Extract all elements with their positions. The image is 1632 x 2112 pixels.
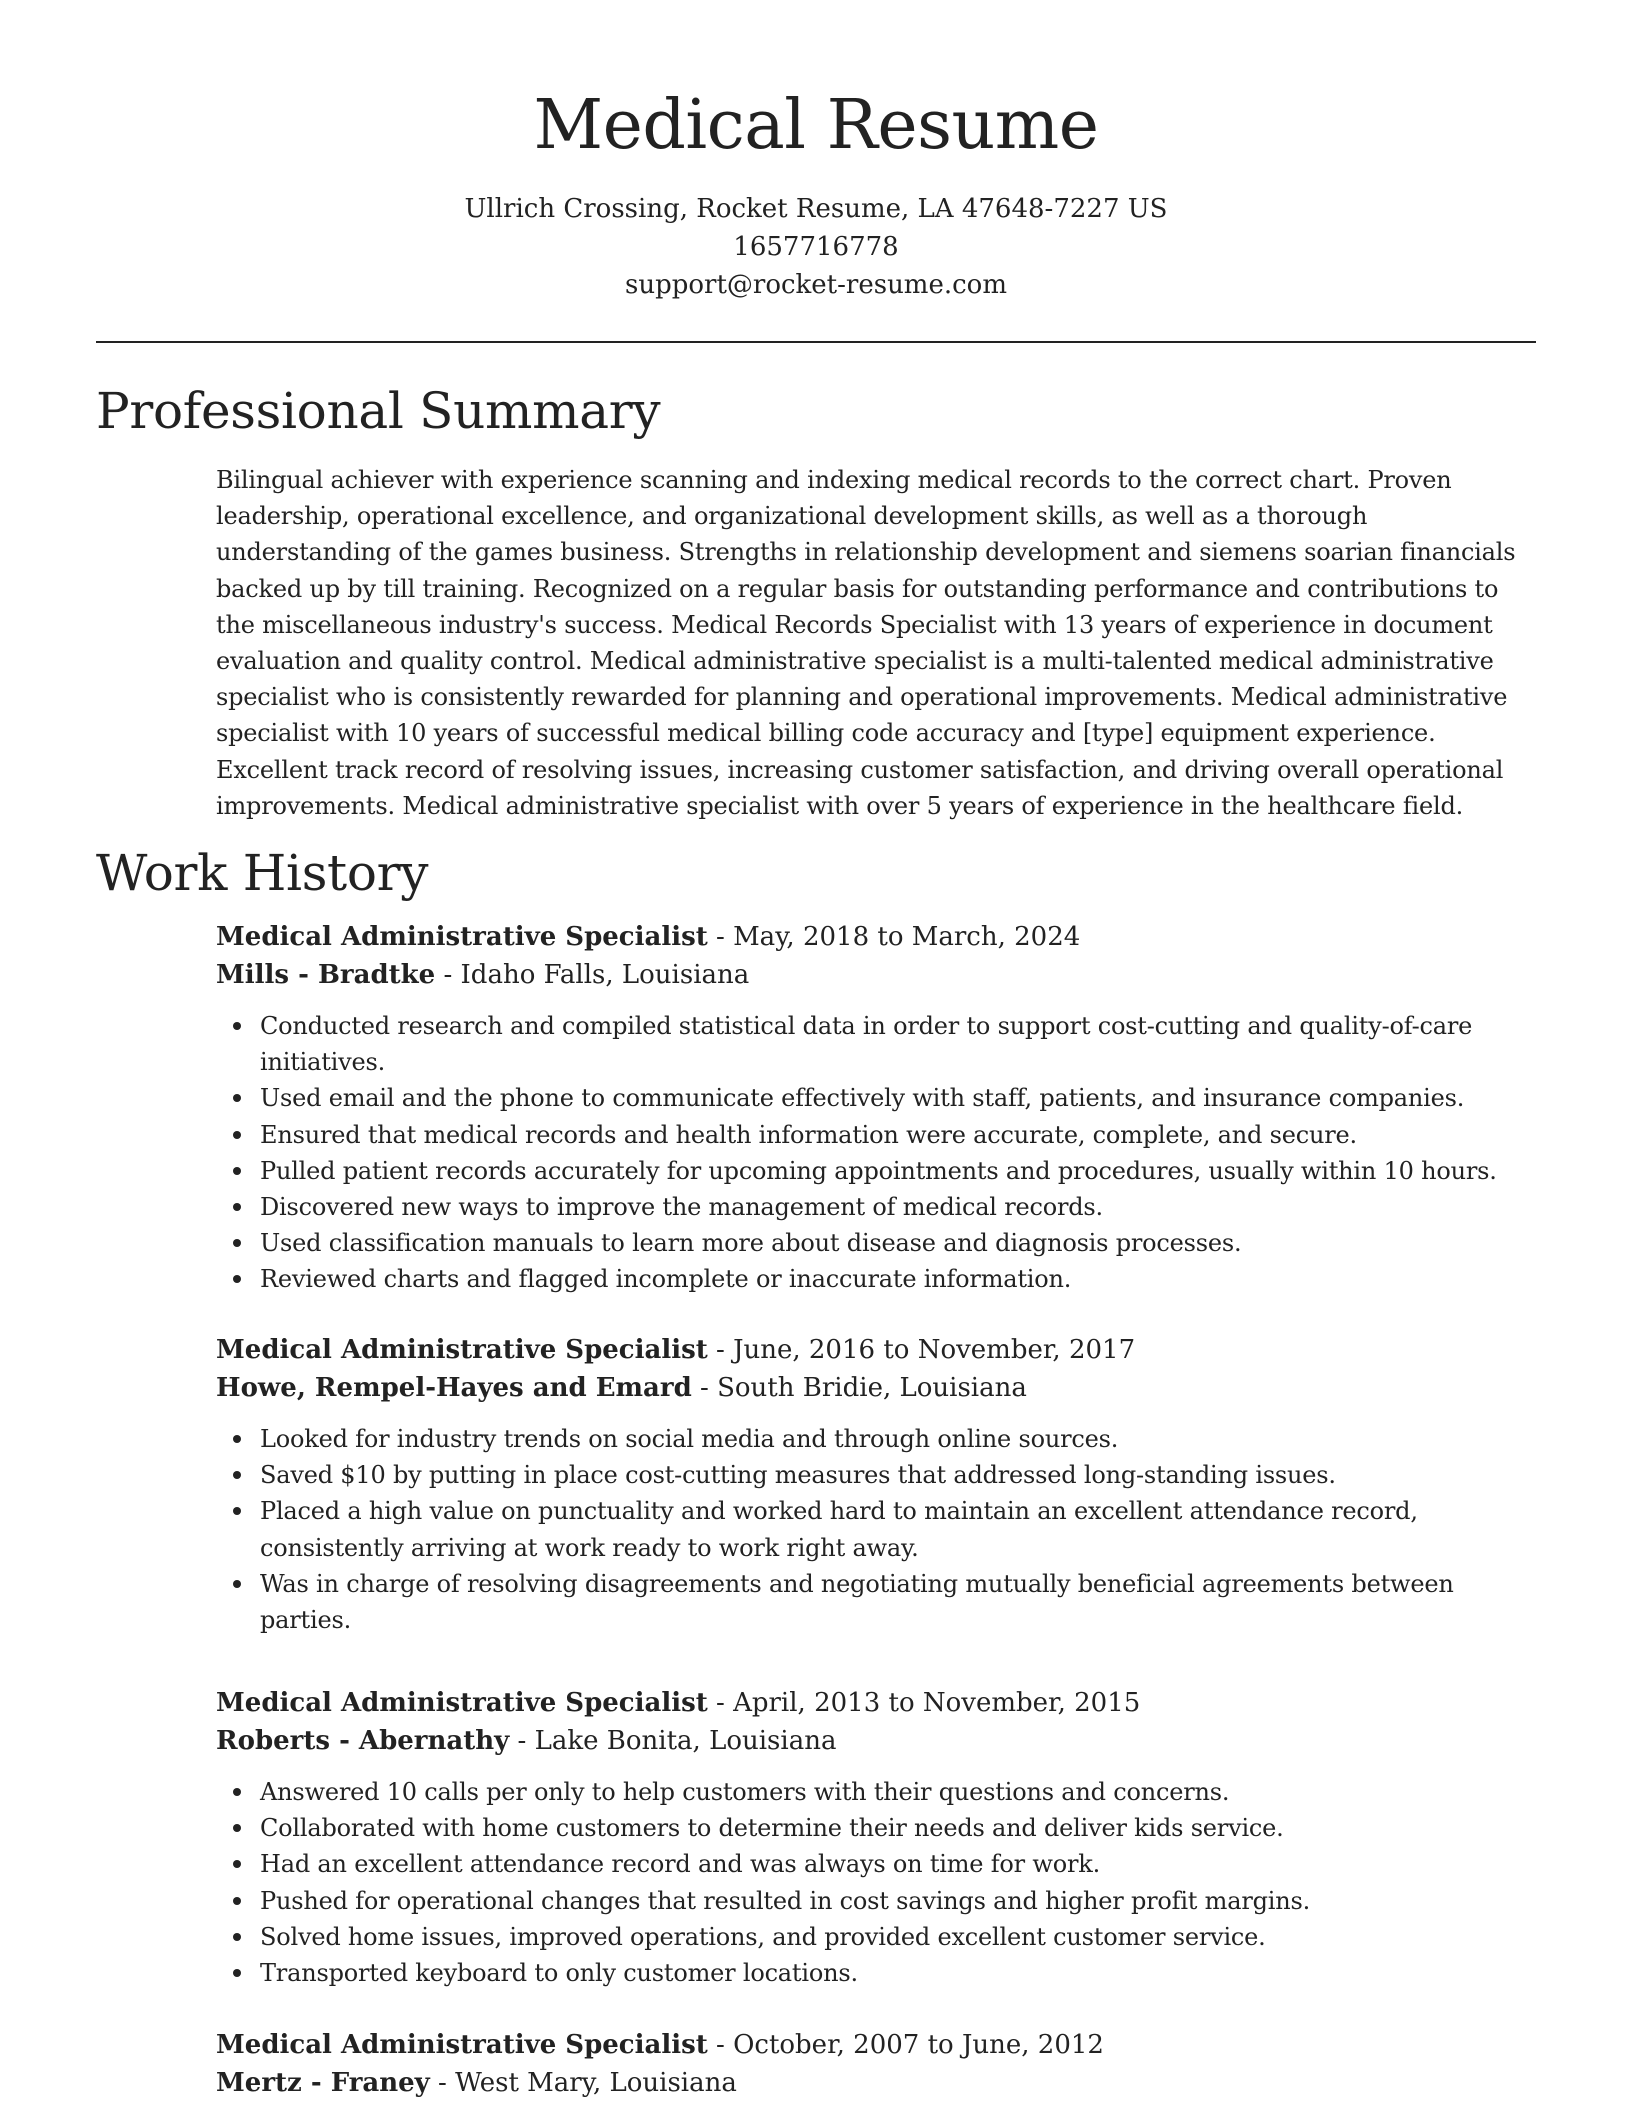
job-entry bbox=[216, 2026, 1536, 2102]
duty-list bbox=[216, 1421, 1536, 1638]
duty-item: Transported keyboard to only customer locations. bbox=[260, 1955, 1536, 1991]
job-company-line bbox=[216, 1369, 1536, 1407]
job-company-line bbox=[216, 956, 1536, 994]
work-history-heading: Work History bbox=[96, 844, 429, 902]
duty-list bbox=[216, 1774, 1536, 1991]
summary-heading: Professional Summary bbox=[96, 382, 661, 440]
duty-item: Looked for industry trends on social media and through online sources. bbox=[260, 1421, 1536, 1457]
job-company-line bbox=[216, 1722, 1536, 1760]
job-dates: - October, 2007 to June, 2012 bbox=[707, 2030, 1104, 2060]
duty-item: Used email and the phone to communicate effectively with staff, patients, and insurance companies. bbox=[260, 1080, 1536, 1116]
job-title: Medical Administrative Specialist bbox=[216, 922, 708, 952]
duty-item: Used classification manuals to learn more about disease and diagnosis processes. bbox=[260, 1225, 1536, 1261]
job-dates: - June, 2016 to November, 2017 bbox=[707, 1335, 1136, 1365]
resume-header bbox=[0, 0, 1632, 304]
duty-item: Answered 10 calls per only to help customers with their questions and concerns. bbox=[260, 1774, 1536, 1810]
contact-address: Ullrich Crossing, Rocket Resume, LA 47648-7227 US bbox=[464, 194, 1168, 224]
job-location: - Idaho Falls, Louisiana bbox=[435, 960, 750, 990]
job-title-line bbox=[216, 1684, 1536, 1722]
job-company: Mertz - Franey bbox=[216, 2068, 430, 2098]
job-location: - South Bridie, Louisiana bbox=[691, 1373, 1027, 1403]
job-title: Medical Administrative Specialist bbox=[216, 2030, 708, 2060]
summary-text: Bilingual achiever with experience scanning and indexing medical records to the correct chart. Proven leadership, operational excellence, and organizational development skills, as well as a thorough understanding of the games business. Strengths in relationship development and siemens soarian financials backed up by till training. Recognized on a regular basis for outstanding performance and contributions to the miscellaneous industry's success. Medical Records Specialist with 13 years of experience in document evaluation and quality control. Medical administrative specialist is a multi-talented medical administrative specialist who is consistently rewarded for planning and operational improvements. Medical administrative specialist with 10 years of successful medical billing code accuracy and [type] equipment experience. Excellent track record of resolving issues, increasing customer satisfaction, and driving overall operational improvements. Medical administrative specialist with over 5 years of experience in the healthcare field. bbox=[216, 466, 1516, 820]
duty-item: Reviewed charts and flagged incomplete or inaccurate information. bbox=[260, 1261, 1536, 1297]
duty-item: Collaborated with home customers to determine their needs and deliver kids service. bbox=[260, 1810, 1536, 1846]
duty-item: Conducted research and compiled statistical data in order to support cost-cutting and quality-of-care initiatives. bbox=[260, 1008, 1536, 1080]
contact-email: support@rocket-resume.com bbox=[624, 270, 1007, 300]
job-title-line bbox=[216, 1331, 1536, 1369]
job-title: Medical Administrative Specialist bbox=[216, 1335, 708, 1365]
duty-item: Placed a high value on punctuality and worked hard to maintain an excellent attendance record, consistently arriving at work ready to work right away. bbox=[260, 1493, 1536, 1565]
job-entry bbox=[216, 1331, 1536, 1638]
duty-item: Saved $10 by putting in place cost-cutting measures that addressed long-standing issues. bbox=[260, 1457, 1536, 1493]
resume-name: Medical Resume bbox=[533, 86, 1099, 165]
job-company: Mills - Bradtke bbox=[216, 960, 436, 990]
job-title: Medical Administrative Specialist bbox=[216, 1688, 708, 1718]
job-entry bbox=[216, 1684, 1536, 1991]
duty-item: Was in charge of resolving disagreements and negotiating mutually beneficial agreements between parties. bbox=[260, 1566, 1536, 1638]
job-dates: - May, 2018 to March, 2024 bbox=[707, 922, 1081, 952]
job-company: Roberts - Abernathy bbox=[216, 1726, 510, 1756]
duty-item: Had an excellent attendance record and was always on time for work. bbox=[260, 1846, 1536, 1882]
contact-phone: 1657716778 bbox=[733, 232, 899, 262]
duty-list bbox=[216, 1008, 1536, 1298]
duty-item: Pushed for operational changes that resulted in cost savings and higher profit margins. bbox=[260, 1883, 1536, 1919]
job-title-line bbox=[216, 918, 1536, 956]
duty-item: Solved home issues, improved operations, and provided excellent customer service. bbox=[260, 1919, 1536, 1955]
job-company-line bbox=[216, 2064, 1536, 2102]
duty-item: Pulled patient records accurately for upcoming appointments and procedures, usually within 10 hours. bbox=[260, 1153, 1536, 1189]
header-divider bbox=[96, 341, 1536, 343]
job-location: - West Mary, Louisiana bbox=[429, 2068, 737, 2098]
job-location: - Lake Bonita, Louisiana bbox=[509, 1726, 837, 1756]
duty-item: Ensured that medical records and health information were accurate, complete, and secure. bbox=[260, 1117, 1536, 1153]
contact-info bbox=[0, 190, 1632, 304]
job-entry bbox=[216, 918, 1536, 1298]
job-company: Howe, Rempel-Hayes and Emard bbox=[216, 1373, 692, 1403]
duty-item: Discovered new ways to improve the management of medical records. bbox=[260, 1189, 1536, 1225]
job-dates: - April, 2013 to November, 2015 bbox=[707, 1688, 1141, 1718]
job-title-line bbox=[216, 2026, 1536, 2064]
